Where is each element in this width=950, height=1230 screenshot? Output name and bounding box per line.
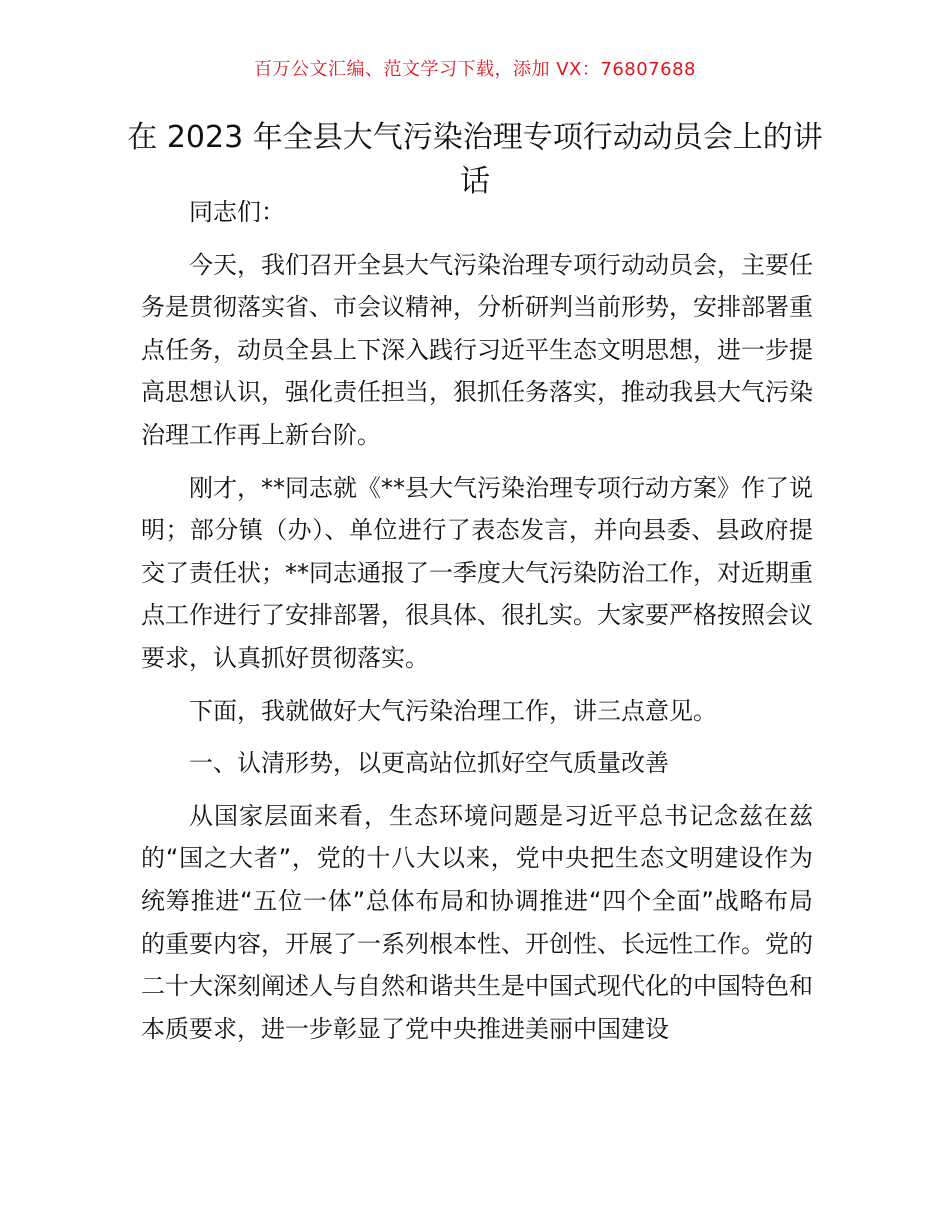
paragraph-national-level: 从国家层面来看，生态环境问题是习近平总书记念兹在兹的“国之大者”，党的十八大以来，党中央把生态文明建设作为统筹推进“五位一体”总体布局和协调推进“四个全面”战略布局的重要内容，开展了一系列根本性、开创性、长远性工作。党的二十大深刻阐述人与自然和谐共生是中国式现代化的中国特色和本质要求，进一步彰显了党中央推进美丽中国建设 — [141, 801, 813, 1043]
document-title: 在 2023 年全县大气污染治理专项行动动员会上的讲话 — [127, 120, 823, 199]
salutation: 同志们： — [189, 198, 285, 226]
paragraph-three-points: 下面，我就做好大气污染治理工作，讲三点意见。 — [189, 696, 717, 725]
document-body — [141, 191, 813, 1060]
paragraph-meeting-summary: 刚才，**同志就《**县大气污染治理专项行动方案》作了说明；部分镇（办）、单位进行了表态发言，并向县委、县政府提交了责任状；**同志通报了一季度大气污染防治工作，对近期重点工作进行了安排部署，很具体、很扎实。大家要严格按照会议要求，认真抓好贯彻落实。 — [141, 473, 813, 672]
paragraph-opening: 今天，我们召开全县大气污染治理专项行动动员会，主要任务是贯彻落实省、市会议精神，分析研判当前形势，安排部署重点任务，动员全县上下深入践行习近平生态文明思想，进一步提高思想认识，强化责任担当，狠抓任务落实，推动我县大气污染治理工作再上新台阶。 — [141, 250, 813, 449]
section-heading-1: 一、认清形势，以更高站位抓好空气质量改善 — [189, 749, 669, 778]
header-watermark-note: 百万公文汇编、范文学习下载，添加 VX：76807688 — [254, 59, 696, 80]
